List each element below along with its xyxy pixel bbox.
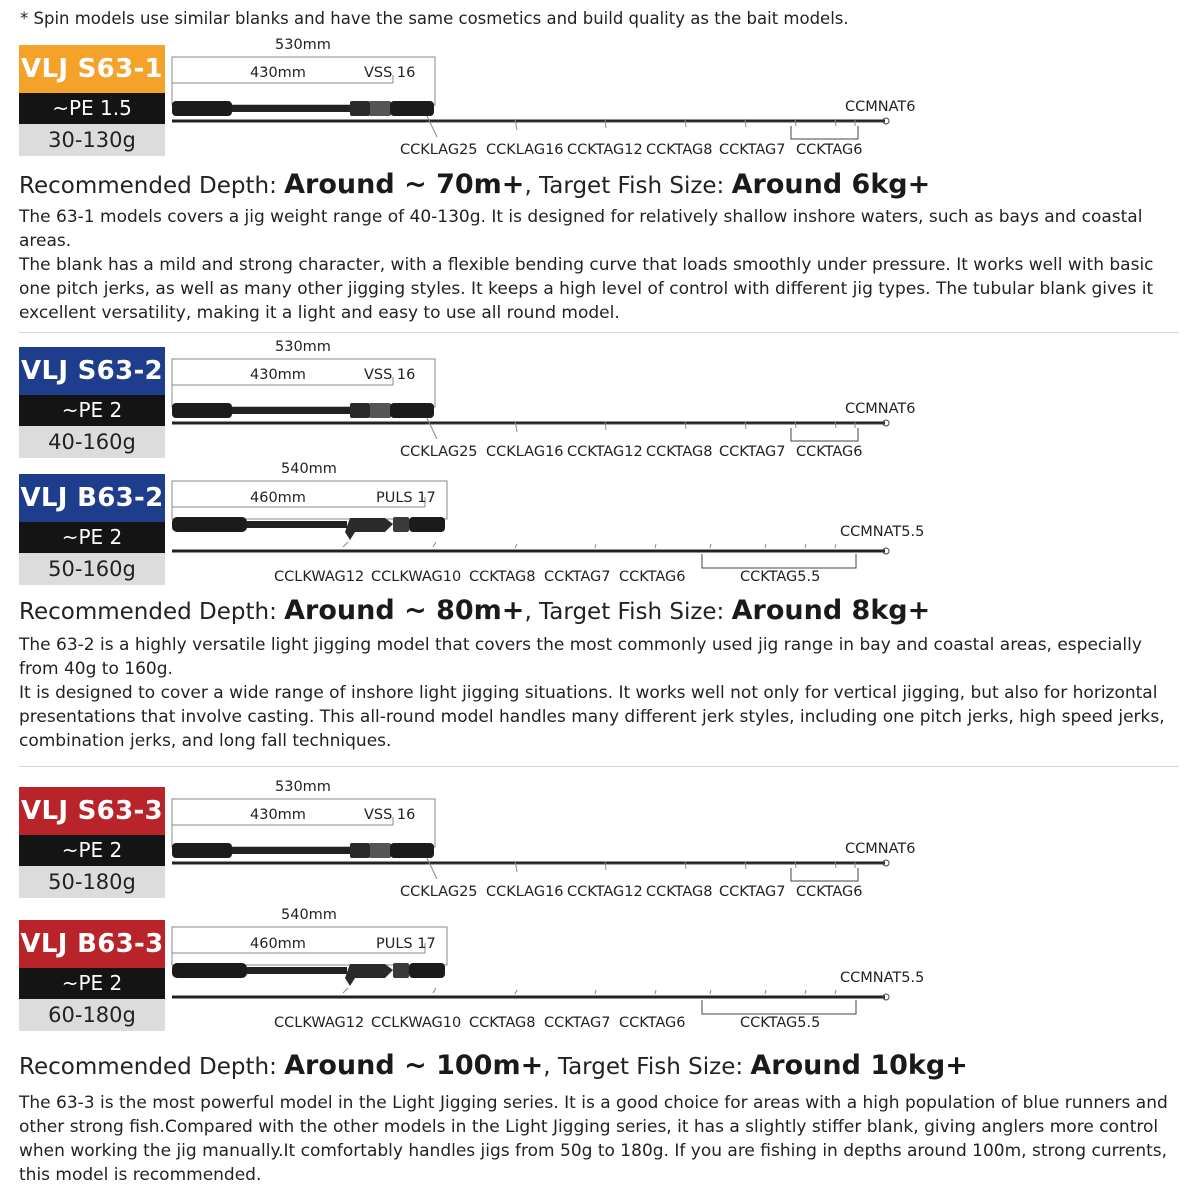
guide-label: CCKTAG8 bbox=[646, 142, 713, 158]
line-rating: ~PE 2 bbox=[19, 522, 165, 553]
model-name: VLJ B63-3 bbox=[19, 920, 165, 968]
total-length: 530mm bbox=[275, 37, 331, 53]
line-rating: ~PE 1.5 bbox=[19, 93, 165, 124]
model-name: VLJ S63-2 bbox=[19, 347, 165, 395]
rod-drawing bbox=[165, 340, 945, 460]
grip-length: 430mm bbox=[250, 65, 306, 81]
rod-diagram-b63-2 bbox=[165, 461, 945, 585]
guide-label: CCKLAG16 bbox=[486, 444, 564, 460]
guide-label: CCKLAG16 bbox=[486, 142, 564, 158]
section-heading-63-2: Recommended Depth: Around ~ 80m+, Target Fish Size: Around 8kg+ bbox=[19, 595, 931, 626]
guide-label: CCLKWAG12 bbox=[274, 1015, 365, 1031]
tip-guide: CCMNAT5.5 bbox=[840, 970, 925, 986]
section-description-63-1: The 63-1 models covers a jig weight range of 40-130g. It is designed for relatively shallow inshore waters, such as bays and coastal areas. The blank has a mild and strong character, with a flexible bending curve that loads smoothly under pressure. It works well with basic one pitch jerks, as well as many other jigging styles. It keeps a high level of control with different jig types. The tubular blank gives it excellent versatility, making it a light and easy to use all round model. bbox=[19, 207, 1154, 323]
reel-seat: PULS 17 bbox=[376, 936, 436, 952]
guide-label: CCKTAG6 bbox=[619, 569, 686, 585]
rod-diagram-s63-3 bbox=[165, 780, 945, 900]
guide-label: CCKLAG25 bbox=[400, 142, 478, 158]
guide-label: CCLKWAG12 bbox=[274, 569, 365, 585]
grip-length: 460mm bbox=[250, 490, 306, 506]
model-badge-s63-1 bbox=[19, 45, 165, 156]
guide-label: CCKTAG8 bbox=[469, 569, 536, 585]
section-heading-63-3: Recommended Depth: Around ~ 100m+, Target Fish Size: Around 10kg+ bbox=[19, 1050, 968, 1081]
jig-weight: 30-130g bbox=[19, 124, 165, 156]
total-length: 530mm bbox=[275, 339, 331, 355]
rod-drawing bbox=[165, 462, 945, 582]
section-description-63-2: The 63-2 is a highly versatile light jigging model that covers the most commonly used jig range in bay and coastal areas, especially from 40g to 160g. It is designed to cover a wide range of inshore light jigging situations. It works well not only for vertical jigging, but also for horizontal presentations that involve casting. This all-round model handles many different jerk styles, including one pitch jerks, high speed jerks, combination jerks, and long fall techniques. bbox=[19, 635, 1165, 751]
rod-drawing bbox=[165, 38, 945, 158]
guide-label: CCKTAG7 bbox=[719, 884, 786, 900]
rod-diagram-s63-1 bbox=[165, 38, 945, 158]
guide-label: CCKTAG7 bbox=[544, 569, 611, 585]
total-length: 540mm bbox=[281, 461, 337, 477]
reel-seat: PULS 17 bbox=[376, 490, 436, 506]
guide-label: CCKTAG7 bbox=[544, 1015, 611, 1031]
guide-label: CCLKWAG10 bbox=[371, 569, 462, 585]
grip-length: 430mm bbox=[250, 807, 306, 823]
guide-label: CCKTAG6 bbox=[619, 1015, 686, 1031]
guide-group-label: CCKTAG5.5 bbox=[740, 1015, 821, 1031]
jig-weight: 60-180g bbox=[19, 999, 165, 1031]
model-badge-b63-2 bbox=[19, 474, 165, 585]
jig-weight: 50-180g bbox=[19, 866, 165, 898]
guide-label: CCKLAG16 bbox=[486, 884, 564, 900]
section-description-63-3: The 63-3 is the most powerful model in the Light Jigging series. It is a good choice for areas with a high population of blue runners and other strong fish.Compared with the other models in the Light Jigging series, it has a slightly stiffer blank, giving anglers more control when working the jig manually.It comfortably handles jigs from 50g to 180g. If you are fishing in depths around 100m, strong currents, this model is recommended. bbox=[19, 1093, 1168, 1185]
guide-label: CCKTAG8 bbox=[469, 1015, 536, 1031]
guide-label: CCKTAG8 bbox=[646, 444, 713, 460]
guide-label: CCKTAG12 bbox=[567, 142, 643, 158]
guide-label: CCKLAG25 bbox=[400, 884, 478, 900]
tip-guide: CCMNAT6 bbox=[845, 401, 916, 417]
guide-label: CCKLAG25 bbox=[400, 444, 478, 460]
guide-label: CCKTAG6 bbox=[796, 444, 863, 460]
divider bbox=[19, 332, 1179, 333]
guide-label: CCKTAG6 bbox=[796, 142, 863, 158]
reel-seat: VSS 16 bbox=[364, 807, 416, 823]
rod-drawing bbox=[165, 780, 945, 900]
rod-diagram-b63-3 bbox=[165, 907, 945, 1031]
tip-guide: CCMNAT6 bbox=[845, 841, 916, 857]
tip-guide: CCMNAT6 bbox=[845, 99, 916, 115]
total-length: 530mm bbox=[275, 779, 331, 795]
guide-label: CCKTAG7 bbox=[719, 142, 786, 158]
section-heading-63-1: Recommended Depth: Around ~ 70m+, Target Fish Size: Around 6kg+ bbox=[19, 169, 931, 200]
grip-length: 460mm bbox=[250, 936, 306, 952]
jig-weight: 50-160g bbox=[19, 553, 165, 585]
guide-label: CCKTAG8 bbox=[646, 884, 713, 900]
guide-label: CCKTAG12 bbox=[567, 444, 643, 460]
jig-weight: 40-160g bbox=[19, 426, 165, 458]
model-badge-b63-3 bbox=[19, 920, 165, 1031]
model-badge-s63-3 bbox=[19, 787, 165, 898]
total-length: 540mm bbox=[281, 907, 337, 923]
tip-guide: CCMNAT5.5 bbox=[840, 524, 925, 540]
guide-label: CCLKWAG10 bbox=[371, 1015, 462, 1031]
guide-group-label: CCKTAG5.5 bbox=[740, 569, 821, 585]
model-name: VLJ B63-2 bbox=[19, 474, 165, 522]
guide-label: CCKTAG7 bbox=[719, 444, 786, 460]
model-badge-s63-2 bbox=[19, 347, 165, 458]
rod-drawing bbox=[165, 908, 945, 1028]
line-rating: ~PE 2 bbox=[19, 395, 165, 426]
guide-label: CCKTAG12 bbox=[567, 884, 643, 900]
line-rating: ~PE 2 bbox=[19, 968, 165, 999]
guide-label: CCKTAG6 bbox=[796, 884, 863, 900]
model-name: VLJ S63-1 bbox=[19, 45, 165, 93]
reel-seat: VSS 16 bbox=[364, 367, 416, 383]
line-rating: ~PE 2 bbox=[19, 835, 165, 866]
footnote: * Spin models use similar blanks and have the same cosmetics and build quality as the bait models. bbox=[20, 9, 849, 28]
grip-length: 430mm bbox=[250, 367, 306, 383]
model-name: VLJ S63-3 bbox=[19, 787, 165, 835]
divider bbox=[19, 766, 1179, 767]
reel-seat: VSS 16 bbox=[364, 65, 416, 81]
rod-diagram-s63-2 bbox=[165, 340, 945, 460]
